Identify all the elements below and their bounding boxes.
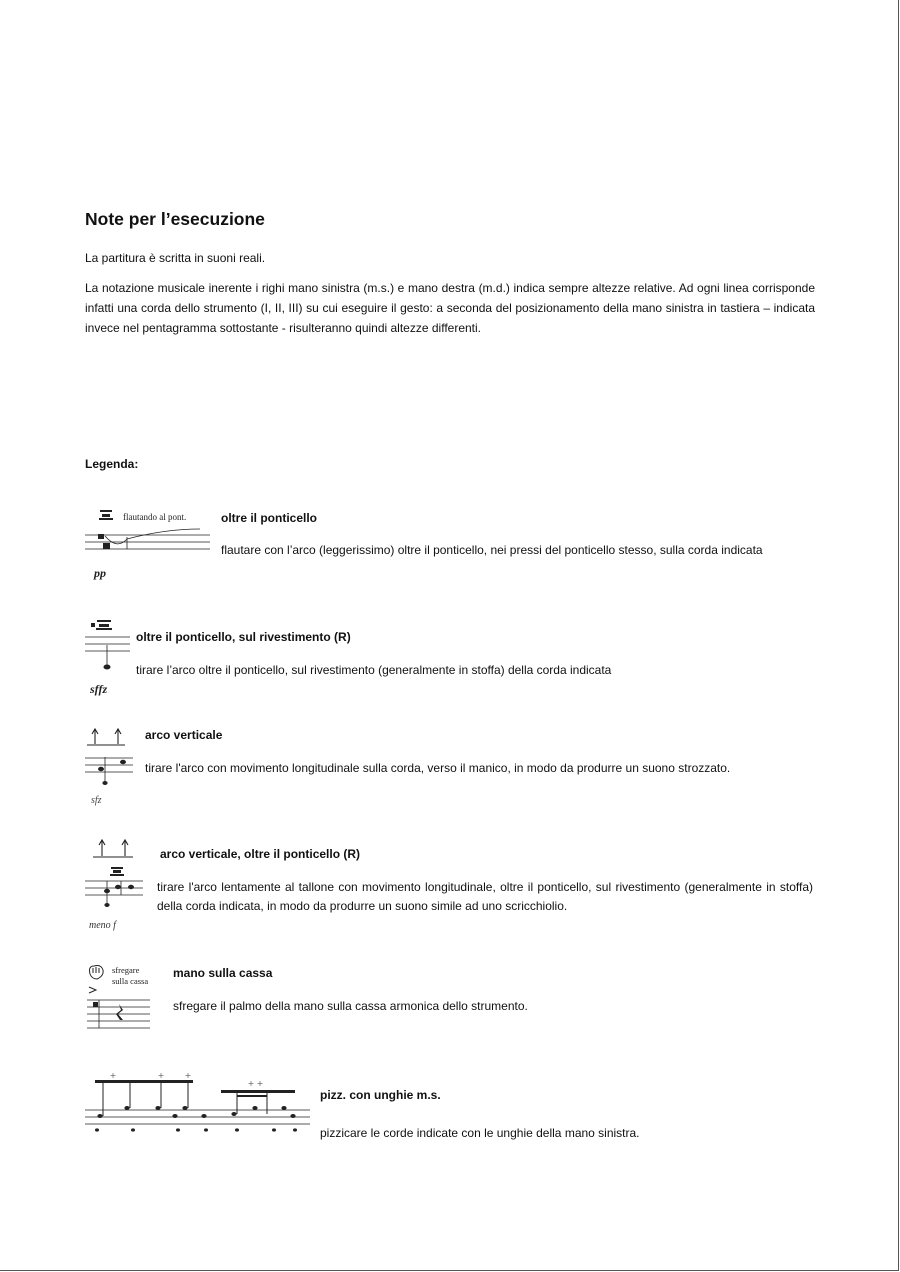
arco-verticale-ponticello-figure — [85, 835, 150, 935]
legend-item-heading: pizz. con unghie m.s. — [320, 1088, 441, 1102]
intro-paragraph-1: La partitura è scritta in suoni reali. — [85, 251, 266, 265]
legend-item-heading: arco verticale — [145, 728, 223, 742]
legend-item-description: sfregare il palmo della mano sulla cassa armonica dello strumento. — [173, 999, 528, 1013]
legend-item-heading: oltre il ponticello, sul rivestimento (R) — [136, 630, 351, 644]
dynamic-sfz: sfz — [91, 795, 102, 806]
dynamic-sffz: sffz — [90, 682, 108, 696]
sfregare-label: sfregare — [112, 965, 140, 975]
intro-paragraph-2: La notazione musicale inerente i righi mano sinistra (m.s.) e mano destra (m.d.) indica sempre altezze relative. Ad ogni linea corrisponde infatti una corda dello strumento (I, II, III) su cui eseguire il gesto: a seconda del posizionamento della mano sinistra in tastiera – indicata invece nel pentagramma sottostante - risulteranno quindi altezze differenti. — [85, 281, 815, 335]
flautando-notation-figure — [85, 505, 215, 585]
ponticello-rivestimento-figure — [85, 615, 135, 700]
legend-item-description: tirare l'arco lentamente al tallone con movimento longitudinale, oltre il ponticello, sul rivestimento (generalmente in stoffa) della corda indicata, in modo da produrre un suono simile ad uno scricchiolio. — [157, 880, 813, 913]
legend-item-heading: mano sulla cassa — [173, 966, 273, 980]
arco-verticale-figure — [85, 725, 140, 810]
hand-icon — [89, 966, 103, 994]
legend-item-heading: arco verticale, oltre il ponticello (R) — [160, 847, 361, 861]
flautando-label: flautando al pont. — [123, 512, 187, 522]
legend-item-description: pizzicare le corde indicate con le unghie della mano sinistra. — [320, 1126, 640, 1140]
pizz-unghie-figure — [85, 1070, 315, 1140]
legend-item-description: flautare con l’arco (leggerissimo) oltre il ponticello, nei pressi del ponticello stesso, sulla corda indicata — [221, 543, 763, 557]
dynamic-pp: pp — [94, 566, 106, 580]
legend-item-description: tirare l’arco oltre il ponticello, sul rivestimento (generalmente in stoffa) della corda indicata — [136, 663, 612, 677]
legend-heading: Legenda: — [85, 457, 139, 471]
sulla-cassa-label: sulla cassa — [112, 976, 149, 986]
dynamic-meno-f: meno f — [89, 920, 116, 931]
mano-sulla-cassa-figure — [85, 962, 170, 1037]
legend-item-heading: oltre il ponticello — [221, 511, 318, 525]
page-title: Note per l’esecuzione — [85, 209, 265, 229]
legend-item-description: tirare l'arco con movimento longitudinale sulla corda, verso il manico, in modo da produrre un suono strozzato. — [145, 761, 731, 775]
